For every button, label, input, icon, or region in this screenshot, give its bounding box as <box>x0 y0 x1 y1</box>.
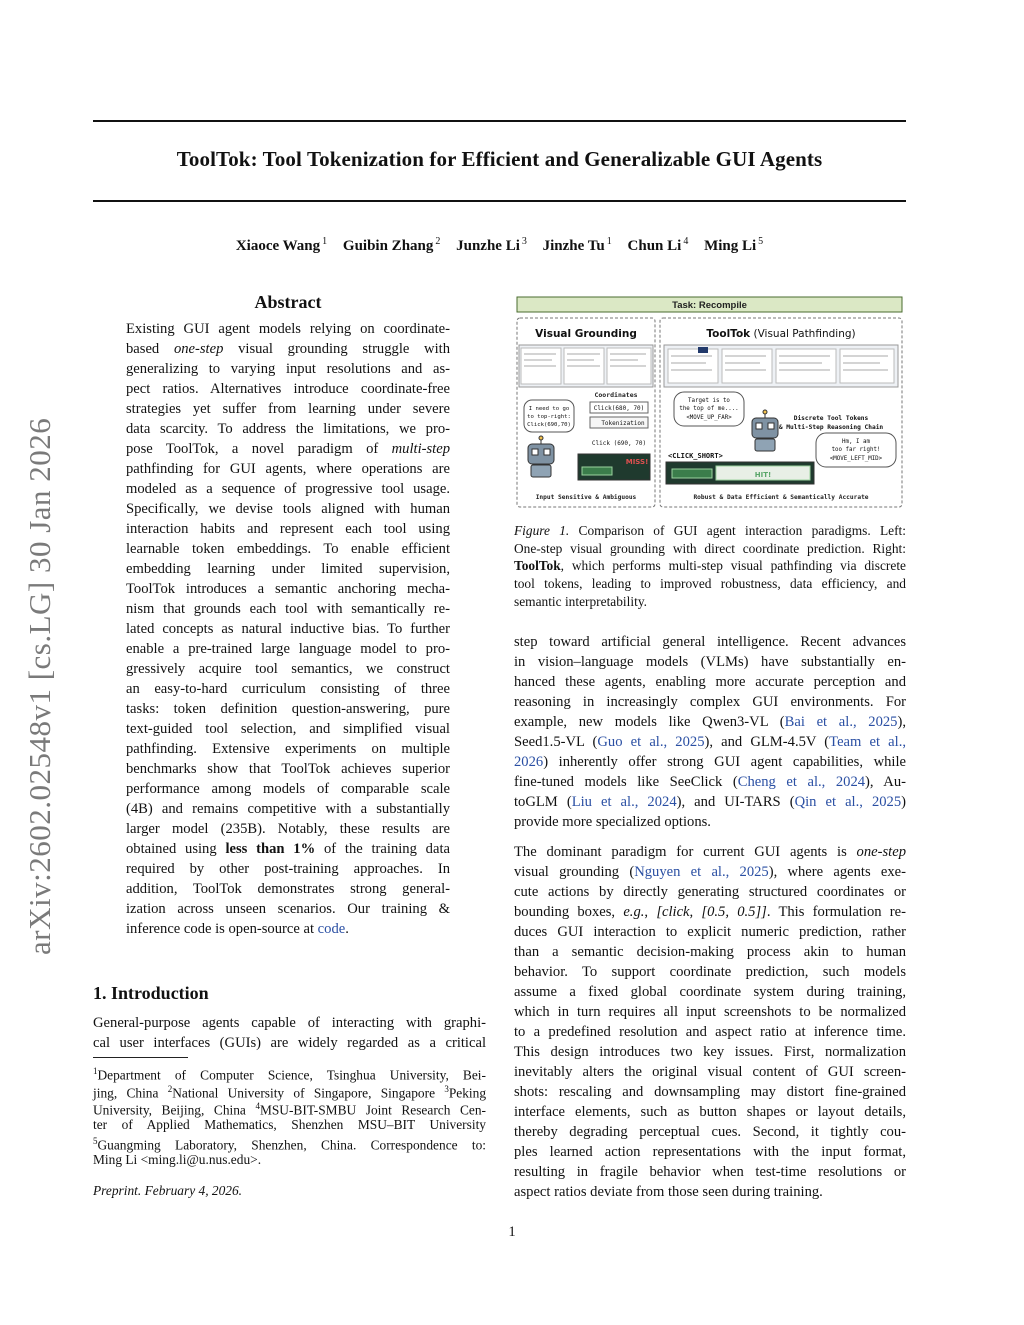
speech-bubble-right-line: Hm, I am <box>842 439 870 445</box>
right-screenshot-pane <box>722 349 772 383</box>
author-list <box>93 236 906 255</box>
right-screenshot-marker <box>698 347 708 353</box>
task-banner-label: Task: Recompile <box>672 300 747 311</box>
miss-label: MISS! <box>625 458 649 466</box>
citation-link[interactable]: Qin et al., 2025 <box>794 794 902 810</box>
right-footer: Robust & Data Efficient & Semantically Accurate <box>693 494 869 501</box>
citation-link[interactable]: Bai et al., 2025 <box>784 714 898 730</box>
speech-bubble-target-line: <MOVE_UP_FAR> <box>686 415 732 421</box>
citation-link[interactable]: Liu et al., 2024 <box>571 794 677 810</box>
footnote-rule <box>93 1057 188 1058</box>
title-rule-top <box>93 120 906 122</box>
author: Junzhe Li $^3$ <box>456 236 527 254</box>
hit-label: HIT! <box>754 471 772 479</box>
affiliation-footnote: $^1$Department of Computer Science, Tsinghua University, Bei- jing, China $^2$National University of Singapore, Singapore $^3$Peking University, Beijing, China $^4$MSU-BIT-SMBU Joint Research Cen- ter of Applied Mathematics, Shenzhen MSU–BIT University $^5$Guangming Laboratory, Shenzhen, China. Correspondence to: Ming Li <ming.li@u.nus.edu>. <box>93 1066 487 1167</box>
paradigm-paragraph: The dominant paradigm for current GUI agents is one-step visual grounding (Nguyen et al., 2025), where agents exe- cute actions by directly generating structured coordinates or bounding boxes, e.g., [click, [0.5, 0.5]]. This formulation re- duces GUI interaction to explicit numeric prediction, rather than a semantic decision-making process akin to human behavior. To support coordinate prediction, such models assume a fixed global coordinate system during training, which in turn requires all input screenshots to be normalized to a predefined resolution and aspect ratio at inference time. This design introduces two key issues. First, normalization inevitably alters the original visual content of GUI screen- shots: rescaling and downsampling may distort fine-grained interface elements, such as button shapes or layout details, thereby degrading perceptual cues. Second, it tightly cou- ples learned action representations with the input format, resulting in fragile behavior when test-time resolutions or aspect ratios deviate from those seen during training. <box>514 844 907 1200</box>
author: Ming Li $^5$ <box>704 236 764 254</box>
citation-link[interactable]: Cheng et al., 2024 <box>737 774 866 790</box>
citation-link[interactable]: Team et al., <box>829 734 907 750</box>
speech-bubble-right-line: too far right! <box>831 447 881 453</box>
paper-title: ToolTok: Tool Tokenization for Efficient and Generalizable GUI Agents <box>176 147 823 171</box>
page-number: 1 <box>508 1224 516 1240</box>
tokenization-text: Tokenization <box>601 420 645 427</box>
author: Xiaoce Wang $^1$ <box>235 236 328 254</box>
citation-link[interactable]: Guo et al., 2025 <box>597 734 705 750</box>
title-rule-bottom <box>93 200 906 202</box>
abstract-body: Existing GUI agent models relying on coordinate- based one-step visual grounding struggle with generalizing to varying input resolutions and as- pect ratios. Alternatives introduce coordinate-free strategies yet suffer from learning under severe data scarcity. To address the limitations, we pro- pose ToolTok, a novel paradigm of multi-step pathfinding for GUI agents, where operations are modeled as a sequence of progressive tool usage. Specifically, we devise tools aligned with human interaction habits and represent each tool using learnable token embeddings. To enable efficient embedding learning under limited supervision, ToolTok introduces a semantic anchoring mecha- nism that grounds each tool with semantically re- lated concepts as natural inductive bias. To further enable a pre-trained large language model to pro- gressively acquire tool semantics, we construct an easy-to-hard curriculum consisting of three tasks: token definition question-answering, pure text-guided tool selection, and simplified visual pathfinding. Extensive experiments on multiple benchmarks show that ToolTok achieves superior performance among models of comparable scale (4B) and remains competitive with a substantially larger model (235B). Notably, these results are obtained using less than 1% of the training data required by other post-training approaches. In addition, ToolTok demonstrates strong general- ization across unseen scenarios. Our training & inference code is open-source at code. <box>126 321 451 937</box>
code-link[interactable]: code <box>317 921 346 937</box>
figure-1-diagram <box>516 296 903 509</box>
intro-paragraph: General-purpose agents capable of interacting with graphi- cal user interfaces (GUIs) are widely regarded as a critical <box>93 1015 486 1051</box>
left-panel-title: Visual Grounding <box>535 328 637 340</box>
intro-paragraph-continued: step toward artificial general intelligence. Recent advances in vision–language models (VLMs) have substantially en- hanced these agents, enabling more accurate perception and reasoning in increasingly complex GUI environments. For example, new models like Qwen3-VL (Bai et al., 2025), Seed1.5-VL (Guo et al., 2025), and GLM-4.5V (Team et al., 2026) inherently offer strong GUI agent capabilities, while fine-tuned models like SeeClick (Cheng et al., 2024), Au- toGLM (Liu et al., 2024), and UI-TARS (Qin et al., 2025) provide more specialized options. <box>514 634 907 830</box>
author: Jinzhe Tu $^1$ <box>542 236 612 254</box>
discrete-tokens-label: & Multi-Step Reasoning Chain <box>778 424 884 431</box>
left-target-button <box>582 467 612 475</box>
coord-click-text: Click(680, 70) <box>593 405 645 412</box>
right-panel-title: ToolTok (Visual Pathfinding) <box>706 328 856 340</box>
speech-bubble-left-line: Click(690,70) <box>527 422 571 428</box>
discrete-tokens-label: Discrete Tool Tokens <box>793 415 869 422</box>
section-heading-introduction: 1. Introduction <box>93 983 209 1003</box>
abstract-heading: Abstract <box>254 292 322 312</box>
right-target-button <box>672 469 712 478</box>
speech-bubble-right-line: <MOVE_LEFT_MID> <box>829 456 883 462</box>
speech-bubble-left-line: to top-right: <box>527 414 571 420</box>
citation-link[interactable]: Nguyen et al., 2025 <box>634 864 769 880</box>
author: Chun Li $^4$ <box>627 236 689 254</box>
author: Guibin Zhang $^2$ <box>342 236 441 254</box>
speech-bubble-target-line: the top of me.... <box>679 406 739 412</box>
left-footer: Input Sensitive & Ambiguous <box>535 494 637 501</box>
right-screenshot-pane <box>840 349 894 383</box>
speech-bubble-left-line: I need to go <box>528 406 570 412</box>
preprint-note: Preprint. February 4, 2026. <box>93 1183 243 1198</box>
figure-1-caption: Figure 1. Comparison of GUI agent interaction paradigms. Left: One-step visual grounding with direct coordinate prediction. Right: ToolTok, which performs multi-step visual pathfinding via discrete tool tokens, leading to improved robustness, data efficiency, and semantic interpretability. <box>514 523 906 609</box>
coordinates-label: Coordinates <box>594 391 638 399</box>
right-screenshot-pane <box>776 349 836 383</box>
click-tuple-text: Click (690, 70) <box>591 440 647 447</box>
citation-link[interactable]: 2026 <box>514 754 544 770</box>
click-short-token: <CLICK_SHORT> <box>668 452 723 460</box>
speech-bubble-target-line: Target is to <box>688 398 730 404</box>
arxiv-sidebar-stamp: arXiv:2602.02548v1 [cs.LG] 30 Jan 2026 <box>22 417 57 955</box>
right-screenshot-pane <box>668 349 718 383</box>
